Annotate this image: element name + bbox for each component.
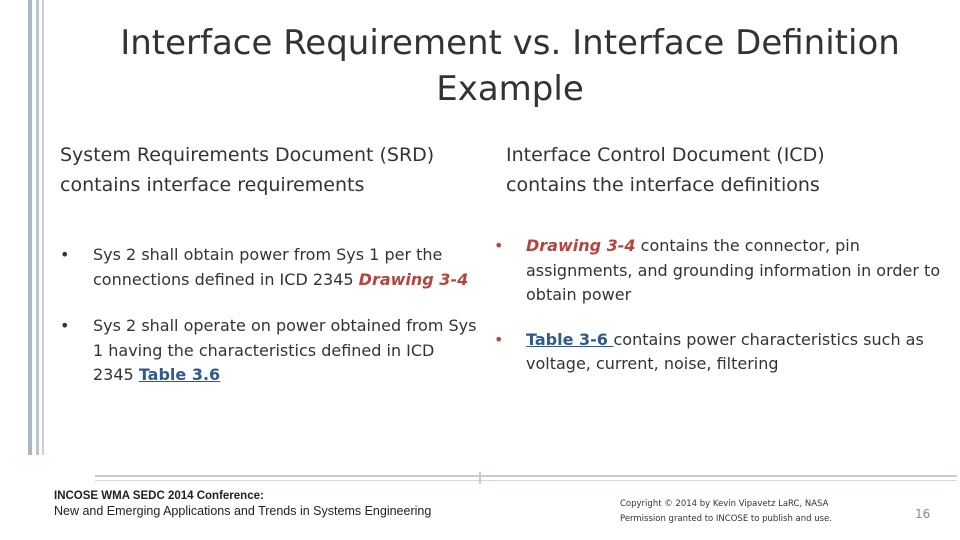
list-item [488,234,948,308]
conference-footer [54,489,431,519]
permission-line: Permission granted to INCOSE to publish and use. [620,514,832,524]
footer-divider-tick [479,472,481,484]
list-item [488,328,948,377]
definition-text: contains the connector, pin assignments, and grounding information in order to obtain power [526,236,941,304]
icd-heading [506,140,946,200]
icd-heading-line2: contains the interface definitions [506,174,820,196]
conference-theme: New and Emerging Applications and Trends in Systems Engineering [54,504,432,518]
icd-definition-list [488,234,948,397]
page-number: 16 [915,507,931,521]
copyright-notice [620,497,832,527]
list-item [60,243,480,292]
definition-text: contains power characteristics such as voltage, current, noise, filtering [526,329,924,373]
slide-title-line2: Example [436,69,584,109]
table-reference-link[interactable]: Table 3-6 [526,329,614,349]
srd-heading-line1: System Requirements Document (SRD) [60,144,435,166]
slide-title [60,20,960,112]
icd-heading-line1: Interface Control Document (ICD) [506,144,825,166]
srd-heading [60,140,490,200]
srd-heading-line2: contains interface requirements [60,174,365,196]
left-accent-bar-3 [42,0,44,455]
requirement-text: Sys 2 shall obtain power from Sys 1 per the connections defined in ICD 2345 [93,245,443,289]
drawing-reference: Drawing 3-4 [358,269,469,289]
requirement-text: Sys 2 shall operate on power obtained from Sys 1 having the characteristics defined in ICD 2345 [93,316,477,384]
bullet-marker: • [60,245,70,264]
conference-name: INCOSE WMA SEDC 2014 Conference: [54,490,264,502]
drawing-reference: Drawing 3-4 [526,236,636,255]
bullet-marker: • [494,236,504,255]
footer-divider-2 [95,480,957,481]
srd-requirement-list [60,243,480,410]
bullet-marker: • [60,316,70,335]
left-accent-bar-2 [36,0,39,455]
table-reference-link[interactable]: Table 3.6 [138,365,221,384]
bullet-marker: • [494,329,504,349]
list-item [60,314,480,388]
left-accent-bar [28,0,32,455]
slide-title-line1: Interface Requirement vs. Interface Definition [120,23,900,63]
copyright-line: Copyright © 2014 by Kevin Vipavetz LaRC, NASA [620,499,829,509]
footer-divider [95,475,957,477]
